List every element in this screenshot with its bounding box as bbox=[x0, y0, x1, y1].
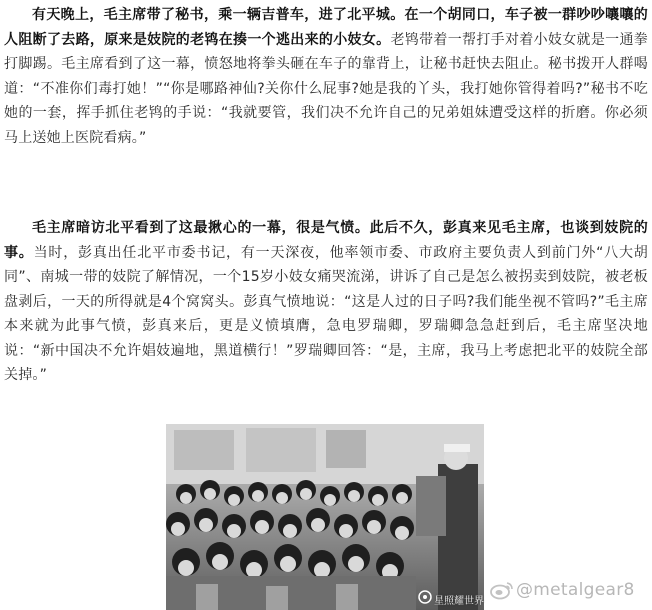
photo-illustration bbox=[166, 424, 484, 610]
weibo-username-watermark: @metalgear8 bbox=[516, 580, 635, 600]
weibo-icon bbox=[490, 580, 514, 600]
site-logo-icon bbox=[418, 590, 432, 604]
site-watermark: 星照耀世界 bbox=[434, 596, 484, 607]
paragraph-1-bold: 有天晚上，毛主席带了秘书，乘一辆吉普车，进了北平城。在一个胡同口，车子被一群吵吵嚷嚷的人阻断了去路，原来是妓院的老鸨在揍一个逃出来的小妓女。 bbox=[4, 7, 648, 48]
paragraph-1-text: 老鸨带着一帮打手对着小妓女就是一通拳打脚踢。毛主席看到了这一幕，愤怒地将拳头砸在车子的靠背上，让秘书赶快去阻止。秘书拨开人群喝道：“不准你们毒打她！”“你是哪路神仙?关你什么屁事?她是我的丫头，我打她你管得着吗?”秘书不吃她的一套，挥手抓住老鸨的手说：“我就要管，我们决不允许自己的兄弟姐妹遭受这样的折磨。你必须马上送她上医院看病。” bbox=[4, 31, 648, 146]
paragraph-1 bbox=[4, 3, 648, 150]
paragraph-2-text: 当时，彭真出任北平市委书记，有一天深夜，他率领市委、市政府主要负责人到前门外“八大胡同”、南城一带的妓院了解情况，一个15岁小妓女痛哭流涕，讲诉了自己是怎么被拐卖到妓院，被老板盘剥后，一天的所得就是4个窝窝头。彭真气愤地说：“这是人过的日子吗?我们能坐视不管吗?”毛主席本来就为此事气愤，彭真来后，更是义愤填膺，急电罗瑞卿，罗瑞卿急急赶到后，毛主席坚决地说：“新中国决不允许娼妓遍地，黑道横行！”罗瑞卿回答：“是，主席，我马上考虑把北平的妓院全部关掉。” bbox=[4, 244, 648, 383]
historical-photo bbox=[166, 424, 484, 610]
paragraph-2 bbox=[4, 216, 648, 388]
paragraph-2-bold: 毛主席暗访北平看到了这最揪心的一幕，很是气愤。此后不久，彭真来见毛主席，也谈到妓院的事。 bbox=[4, 220, 648, 261]
